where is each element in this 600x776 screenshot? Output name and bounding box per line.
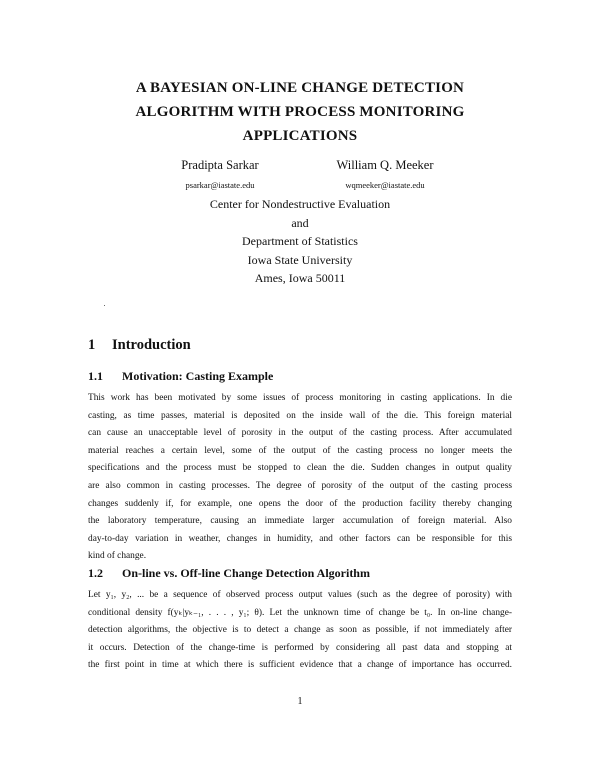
affiliation-line: Department of Statistics xyxy=(242,234,358,248)
affiliation-line: and xyxy=(291,215,309,230)
text-line: Let y₁, y₂, ... be a sequence of observed process output values (such as the degree of porosity) with xyxy=(88,590,512,600)
text-line: can cause an unacceptable level of porosity in the output of the casting process. After accumulated xyxy=(88,428,512,439)
author-1 xyxy=(150,158,290,190)
affiliation xyxy=(150,195,450,288)
affiliation-line: Center for Nondestructive Evaluation xyxy=(209,197,391,211)
paragraph-online-offline xyxy=(88,587,512,675)
title-line: APPLICATIONS xyxy=(242,128,358,144)
text-line: detection algorithms, the objective is to detect a change as soon as possible, if not immediately after xyxy=(88,625,512,636)
author-name: Pradipta Sarkar xyxy=(181,158,259,172)
text-line: the first point in time at which there is sufficient evidence that a change of importance has occurred. xyxy=(88,660,512,671)
section-number: 1 xyxy=(88,337,96,353)
author-email: psarkar@iastate.edu xyxy=(185,180,255,190)
section-title: Introduction xyxy=(112,337,191,353)
page-number: 1 xyxy=(297,696,303,707)
subsection-heading-1 xyxy=(88,369,273,384)
text-line: day-to-day variation in weather, changes in humidity, and other factors can be responsible for this xyxy=(88,533,512,544)
section-heading xyxy=(88,337,191,354)
author-name: William Q. Meeker xyxy=(336,158,434,172)
subsection-title: On-line vs. Off-line Change Detection Algorithm xyxy=(122,566,370,580)
text-line: it occurs. Detection of the change-time is performed by considering all past data and stopping at xyxy=(88,642,512,653)
subsection-number: 1.1 xyxy=(88,369,103,383)
text-line: kind of change. xyxy=(88,551,147,562)
text-line: This work has been motivated by some issues of process monitoring in casting applications. In die xyxy=(88,393,512,403)
subsection-title: Motivation: Casting Example xyxy=(122,369,274,383)
text-line: casting, as time passes, material is deposited on the inside wall of the die. This foreign material xyxy=(88,410,512,421)
title-line: A BAYESIAN ON-LINE CHANGE DETECTION xyxy=(135,80,465,96)
stray-mark xyxy=(104,305,105,306)
author-email: wqmeeker@iastate.edu xyxy=(345,180,425,190)
text-line: are also common in casting processes. The degree of porosity of the output of the casting process xyxy=(88,480,512,491)
text-line: conditional density f(yₖ|yₖ₋₁, . . . , y₁; θ). Let the unknown time of change be t₀. In on-line change- xyxy=(88,607,512,618)
affiliation-line: Ames, Iowa 50011 xyxy=(254,271,346,285)
author-2 xyxy=(310,158,460,190)
subsection-number: 1.2 xyxy=(88,566,103,580)
paper-title xyxy=(60,76,540,148)
text-line: the laboratory temperature, causing an immediate larger accumulation of foreign material. Also xyxy=(88,516,512,527)
title-line: ALGORITHM WITH PROCESS MONITORING xyxy=(135,104,465,120)
text-line: changes suddenly if, for example, one opens the door of the production facility thereby changing xyxy=(88,498,512,509)
text-line: material reaches a certain level, some of the output of the casting process no longer meets the xyxy=(88,445,512,456)
text-line: specifications and the process must be stopped to clean the die. Sudden changes in output quality xyxy=(88,463,512,474)
affiliation-line: Iowa State University xyxy=(247,252,353,267)
subsection-heading-2 xyxy=(88,566,370,581)
paragraph-motivation xyxy=(88,390,512,566)
